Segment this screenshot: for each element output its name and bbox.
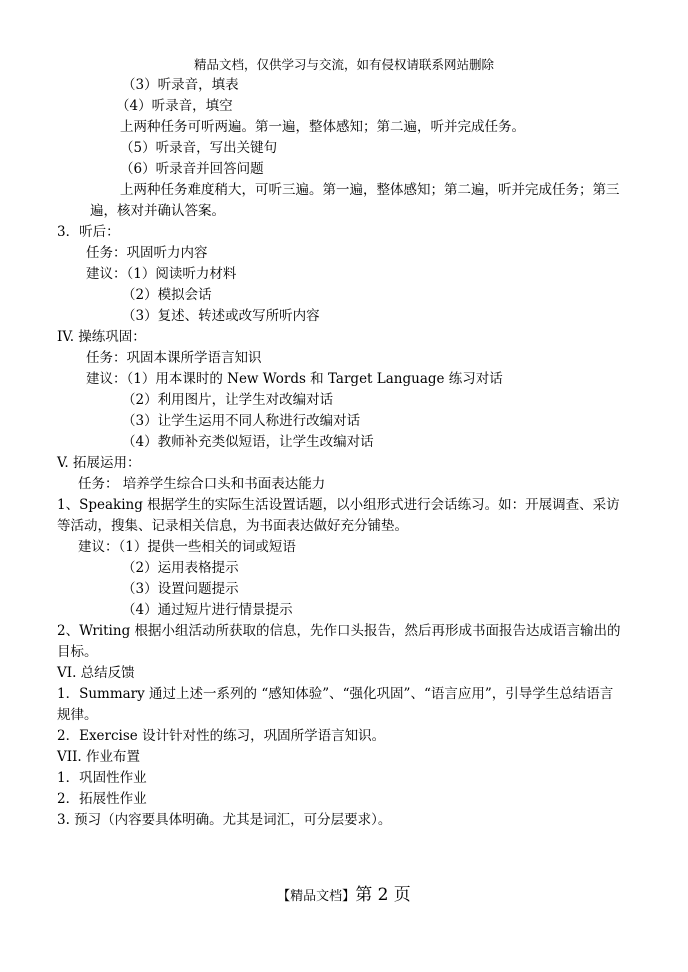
- text-line: 建议：（1）提供一些相关的词或短语: [78, 539, 296, 555]
- text-line: 1．Summary 通过上述一系列的 “感知体验”、“强化巩固”、“语言应用”，引导学生总结语言: [57, 686, 614, 702]
- text-line: 2．拓展性作业: [57, 791, 147, 807]
- text-line: 1、Speaking 根据学生的实际生活设置话题，以小组形式进行会话练习。如：开展调查、采访: [57, 497, 620, 513]
- text-line: 目标。: [57, 644, 98, 660]
- section-heading: VI. 总结反馈: [57, 665, 135, 681]
- text-line: 建议：（1）用本课时的 New Words 和 Target Language 练习对话: [86, 371, 503, 387]
- page-header: 精品文档，仅供学习与交流，如有侵权请联系网站删除: [193, 57, 494, 72]
- text-line: 等活动，搜集、记录相关信息，为书面表达做好充分铺垫。: [57, 518, 408, 534]
- text-line: （4）教师补充类似短语，让学生改编对话: [122, 434, 374, 450]
- text-line: （2）运用表格提示: [122, 560, 239, 576]
- text-line: 任务： 培养学生综合口头和书面表达能力: [78, 476, 326, 492]
- section-heading: V. 拓展运用：: [57, 455, 141, 471]
- text-line: 3. 预习（内容要具体明确。尤其是词汇，可分层要求）。: [57, 812, 392, 828]
- text-line: 任务：巩固本课所学语言知识: [86, 350, 262, 366]
- text-line: （3）听录音，填表: [122, 77, 239, 93]
- text-line: 2、Writing 根据小组活动所获取的信息，先作口头报告，然后再形成书面报告达成语言输出的: [57, 623, 621, 639]
- text-line: （4）通过短片进行情景提示: [122, 602, 293, 618]
- section-heading: IV. 操练巩固：: [57, 329, 146, 345]
- text-line: 遍，核对并确认答案。: [90, 203, 225, 219]
- text-line: 建议：（1）阅读听力材料: [86, 266, 237, 282]
- text-line: （2）利用图片，让学生对改编对话: [122, 392, 334, 408]
- text-line: （6）听录音并回答问题: [120, 161, 264, 177]
- page-footer: [0, 884, 688, 908]
- text-line: （5）听录音，写出关键句: [120, 140, 278, 156]
- section-heading: VII. 作业布置: [57, 749, 140, 765]
- section-heading: 3．听后：: [57, 224, 120, 240]
- text-line: 上两种任务可听两遍。第一遍，整体感知；第二遍，听并完成任务。: [120, 119, 525, 135]
- text-line: 1．巩固性作业: [57, 770, 147, 786]
- text-line: （3）设置问题提示: [122, 581, 239, 597]
- text-line: 规律。: [57, 707, 98, 723]
- text-line: （3）让学生运用不同人称进行改编对话: [122, 413, 361, 429]
- text-line: （3）复述、转述或改写所听内容: [122, 308, 320, 324]
- text-line: 2．Exercise 设计针对性的练习，巩固所学语言知识。: [57, 728, 386, 744]
- text-line: 任务：巩固听力内容: [86, 245, 208, 261]
- text-line: （2）模拟会话: [122, 287, 212, 303]
- page-number: 第 2 页: [355, 885, 411, 905]
- text-line: （4）听录音，填空: [116, 98, 233, 114]
- footer-prefix: 【精品文档】: [277, 889, 356, 904]
- text-line: 上两种任务难度稍大，可听三遍。第一遍，整体感知；第二遍，听并完成任务；第三: [120, 182, 620, 198]
